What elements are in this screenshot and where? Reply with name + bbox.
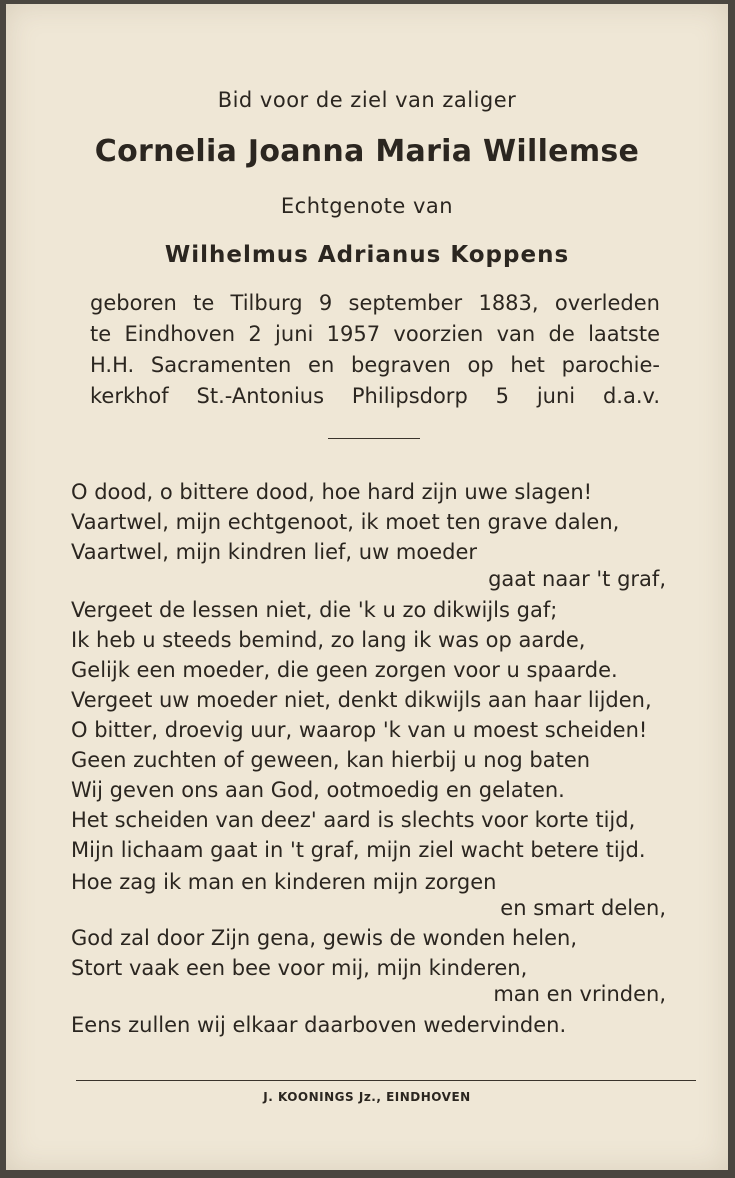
intro-text: Bid voor de ziel van zaliger bbox=[217, 88, 517, 112]
poem-line: Gelijk een moeder, die geen zorgen voor u spaarde. bbox=[71, 658, 618, 682]
poem-line: Eens zullen wij elkaar daarboven wedervinden. bbox=[71, 1013, 567, 1037]
footer-divider bbox=[76, 1080, 696, 1081]
poem-line-continued: gaat naar 't graf, bbox=[488, 567, 666, 591]
divider bbox=[328, 438, 420, 439]
poem-line: Hoe zag ik man en kinderen mijn zorgen bbox=[71, 870, 497, 894]
poem-line: Stort vaak een bee voor mij, mijn kinderen, bbox=[71, 956, 528, 980]
poem-line: Geen zuchten of geween, kan hierbij u nog baten bbox=[71, 748, 591, 772]
biography-line: te Eindhoven 2 juni 1957 voorzien van de laatste bbox=[90, 322, 660, 346]
poem-line: Vaartwel, mijn echtgenoot, ik moet ten grave dalen, bbox=[71, 510, 620, 534]
poem-line: Het scheiden van deez' aard is slechts voor korte tijd, bbox=[71, 808, 636, 832]
spouse-name: Wilhelmus Adrianus Koppens bbox=[164, 242, 570, 268]
poem-line: Ik heb u steeds bemind, zo lang ik was op aarde, bbox=[71, 628, 586, 652]
poem-line: Vaartwel, mijn kindren lief, uw moeder bbox=[71, 540, 478, 564]
poem-line-continued: en smart delen, bbox=[500, 896, 666, 920]
spouse-label: Echtgenote van bbox=[280, 194, 454, 218]
poem-line: God zal door Zijn gena, gewis de wonden helen, bbox=[71, 926, 578, 950]
poem-line: Wij geven ons aan God, ootmoedig en gelaten. bbox=[71, 778, 565, 802]
poem-line: Vergeet de lessen niet, die 'k u zo dikwijls gaf; bbox=[71, 598, 558, 622]
memorial-card bbox=[6, 4, 728, 1170]
deceased-name: Cornelia Joanna Maria Willemse bbox=[94, 134, 640, 169]
poem-line: Mijn lichaam gaat in 't graf, mijn ziel wacht betere tijd. bbox=[71, 838, 646, 862]
biography-line: geboren te Tilburg 9 september 1883, overleden bbox=[90, 291, 660, 315]
poem-line: O dood, o bittere dood, hoe hard zijn uwe slagen! bbox=[71, 480, 593, 504]
printer-credit: J. KOONINGS Jz., EINDHOVEN bbox=[263, 1090, 471, 1104]
biography-line: kerkhof St.-Antonius Philipsdorp 5 juni d.a.v. bbox=[90, 384, 660, 408]
poem-line: Vergeet uw moeder niet, denkt dikwijls aan haar lijden, bbox=[71, 688, 652, 712]
biography-paragraph bbox=[90, 288, 660, 412]
biography-line: H.H. Sacramenten en begraven op het parochie- bbox=[90, 353, 660, 377]
poem-line: O bitter, droevig uur, waarop 'k van u moest scheiden! bbox=[71, 718, 648, 742]
poem-line-continued: man en vrinden, bbox=[493, 982, 666, 1006]
